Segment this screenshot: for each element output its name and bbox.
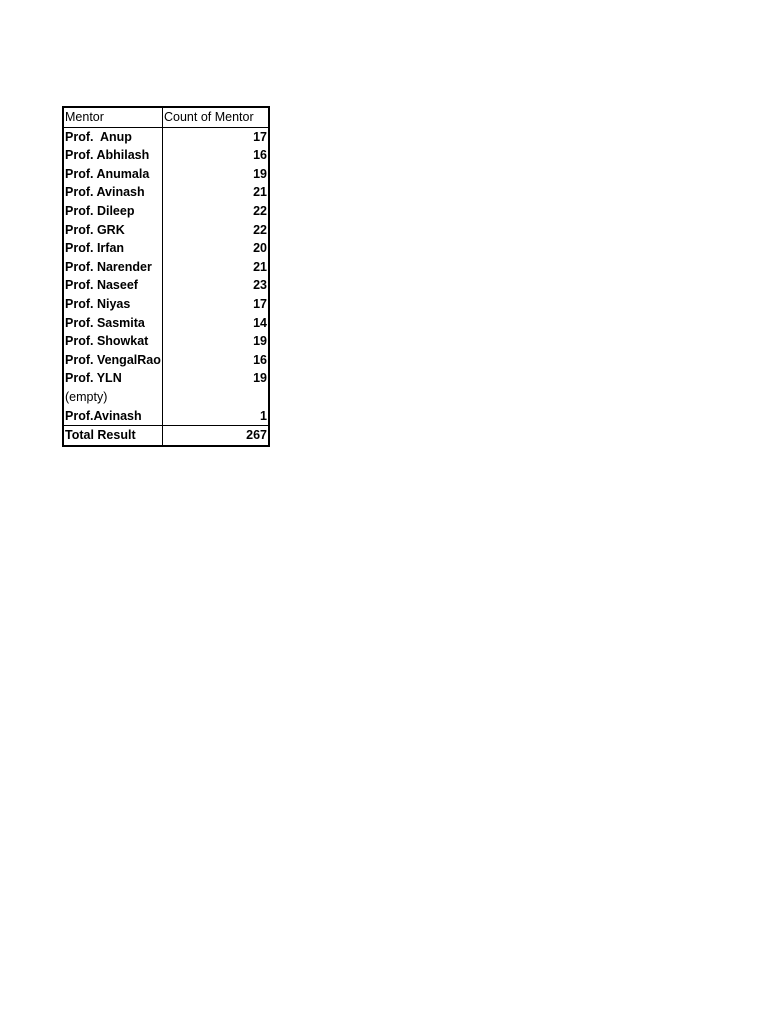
table-row — [64, 239, 268, 258]
count-cell[interactable] — [163, 388, 268, 407]
mentor-cell[interactable]: Prof. YLN — [64, 369, 163, 388]
mentor-cell[interactable]: Prof. Irfan — [64, 239, 163, 258]
table-row — [64, 221, 268, 240]
mentor-cell[interactable]: Prof. Anup — [64, 128, 163, 147]
mentor-cell[interactable]: Prof. Abhilash — [64, 146, 163, 165]
table-row — [64, 407, 268, 426]
table-row — [64, 202, 268, 221]
pivot-table — [62, 106, 270, 447]
table-row — [64, 351, 268, 370]
count-cell[interactable]: 14 — [253, 315, 267, 330]
table-header-row — [64, 108, 268, 128]
table-row — [64, 128, 268, 147]
table-row — [64, 332, 268, 351]
table-row — [64, 165, 268, 184]
total-value[interactable]: 267 — [246, 428, 267, 443]
table-row — [64, 276, 268, 295]
table-row — [64, 146, 268, 165]
mentor-cell[interactable]: Prof.Avinash — [64, 407, 163, 426]
count-cell[interactable]: 23 — [253, 278, 267, 293]
mentor-cell[interactable]: Prof. Niyas — [64, 295, 163, 314]
count-cell[interactable]: 17 — [253, 129, 267, 144]
count-cell[interactable]: 22 — [253, 222, 267, 237]
count-cell[interactable]: 16 — [253, 352, 267, 367]
mentor-cell[interactable]: Prof. Avinash — [64, 183, 163, 202]
total-label[interactable]: Total Result — [64, 426, 163, 445]
count-cell[interactable]: 1 — [260, 408, 267, 423]
count-cell[interactable]: 17 — [253, 296, 267, 311]
count-cell[interactable]: 19 — [253, 371, 267, 386]
mentor-cell[interactable]: Prof. Showkat — [64, 332, 163, 351]
table-row — [64, 388, 268, 407]
table-row — [64, 258, 268, 277]
mentor-cell[interactable]: Prof. Anumala — [64, 165, 163, 184]
total-row — [64, 425, 268, 445]
count-cell[interactable]: 21 — [253, 259, 267, 274]
header-count-of-mentor[interactable]: Count of Mentor — [164, 110, 254, 124]
table-row — [64, 295, 268, 314]
table-row — [64, 369, 268, 388]
count-cell[interactable]: 19 — [253, 166, 267, 181]
count-cell[interactable]: 16 — [253, 148, 267, 163]
mentor-cell[interactable]: Prof. Sasmita — [64, 314, 163, 333]
count-cell[interactable]: 22 — [253, 203, 267, 218]
mentor-cell[interactable]: Prof. Naseef — [64, 276, 163, 295]
mentor-cell[interactable]: Prof. Dileep — [64, 202, 163, 221]
count-cell[interactable]: 20 — [253, 241, 267, 256]
mentor-cell[interactable]: (empty) — [64, 388, 163, 407]
table-row — [64, 183, 268, 202]
count-cell[interactable]: 19 — [253, 334, 267, 349]
mentor-cell[interactable]: Prof. VengalRao — [64, 351, 163, 370]
header-mentor[interactable]: Mentor — [64, 108, 163, 127]
mentor-cell[interactable]: Prof. GRK — [64, 221, 163, 240]
table-row — [64, 314, 268, 333]
count-cell[interactable]: 21 — [253, 185, 267, 200]
mentor-cell[interactable]: Prof. Narender — [64, 258, 163, 277]
